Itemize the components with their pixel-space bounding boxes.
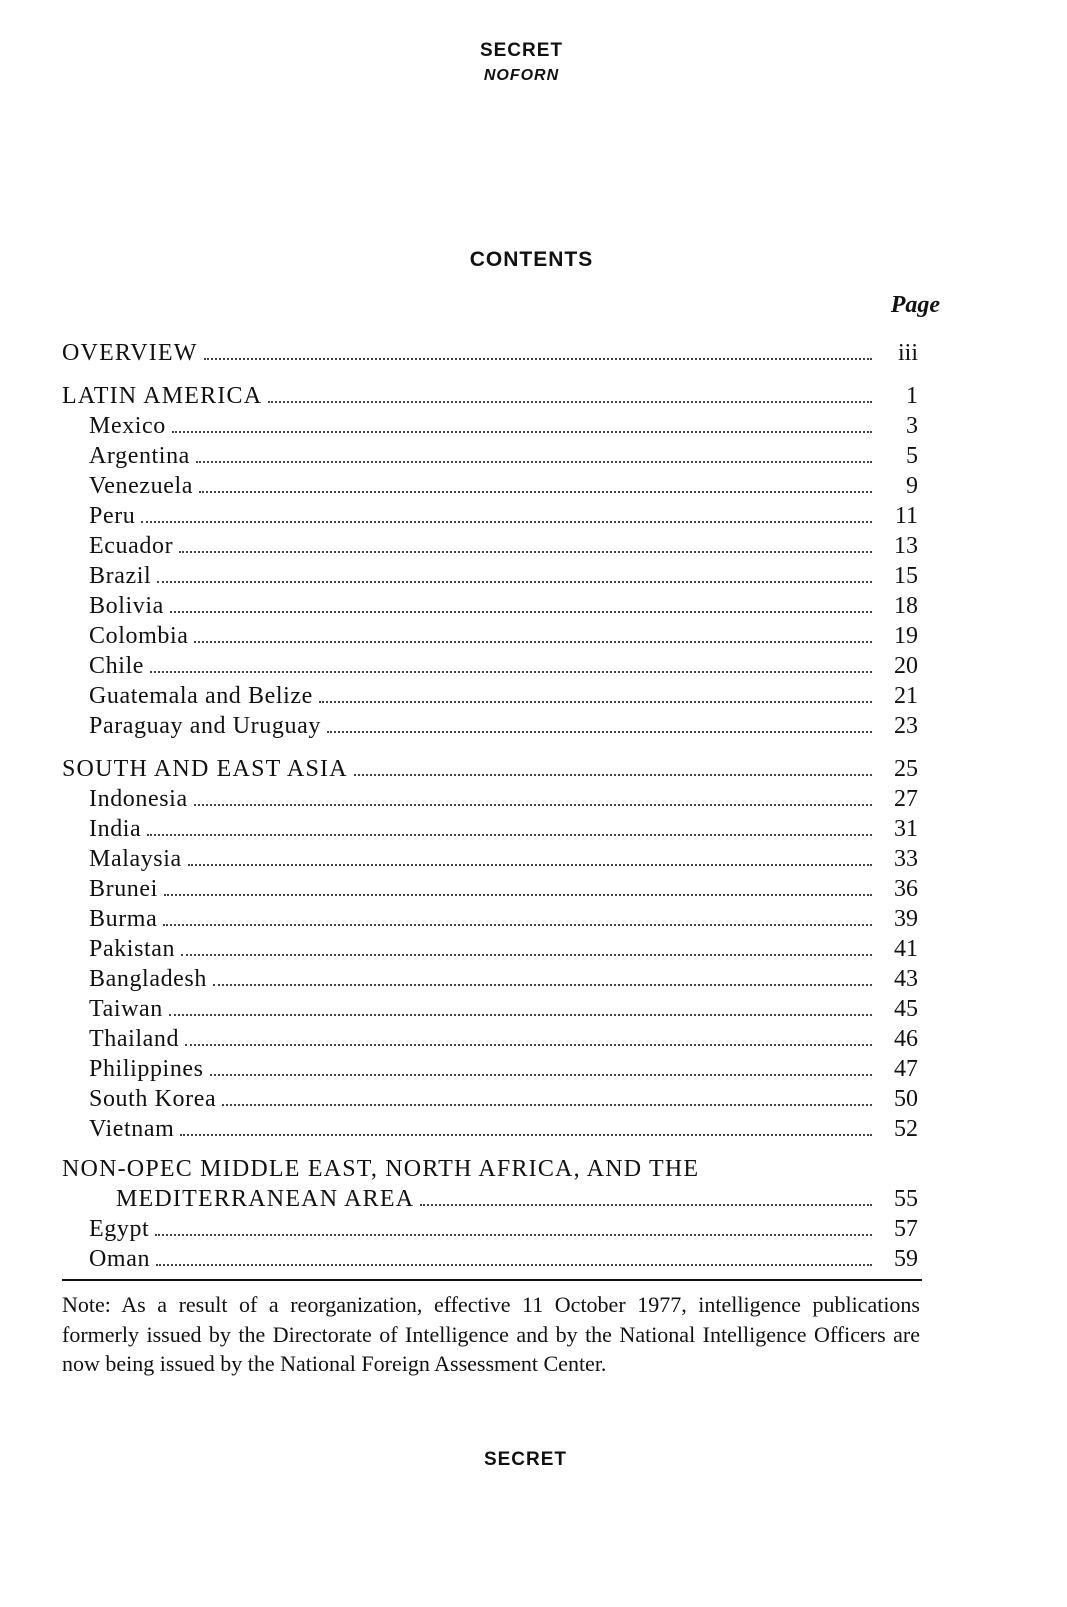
toc-entry-page: 5 [906,443,918,469]
toc-entry-label: South Korea [89,1086,217,1112]
dot-leader [150,671,872,673]
toc-entry [0,1116,1067,1146]
toc-entry [0,1026,1067,1056]
dot-leader [222,1104,872,1106]
toc-entry-label: OVERVIEW [62,340,198,366]
toc-entry-page: 1 [906,383,918,409]
toc-entry-label: Burma [89,906,158,932]
page-column-label: Page [890,292,940,318]
toc-entry-page: 21 [894,683,918,709]
toc-entry-label: Brunei [89,876,158,902]
toc-entry-label: Brazil [89,563,152,589]
toc-entry [0,1086,1067,1116]
toc-entry-label: Ecuador [89,533,174,559]
toc-entry-page: 3 [906,413,918,439]
dot-leader [180,1134,872,1136]
toc-entry-label: Thailand [89,1026,180,1052]
toc-entry [0,413,1067,443]
toc-entry [0,533,1067,563]
toc-entry-page: 11 [894,503,918,529]
toc-entry [0,563,1067,593]
toc-entry-label: Vietnam [89,1116,175,1142]
toc-entry [0,593,1067,623]
toc-entry-page: 15 [894,563,918,589]
note-text: Note: As a result of a reorganization, effective 11 October 1977, intelligence publications formerly issued by the Directorate of Intelligence and by the National Intelligence Officers are now being issued by the National Foreign Assessment Center. [62,1292,920,1376]
dot-leader [194,641,872,643]
dot-leader [179,551,872,553]
toc-entry-label: Colombia [89,623,189,649]
toc-entry-page: 23 [894,713,918,739]
toc-entry-label: Philippines [89,1056,204,1082]
toc-entry-page: 18 [894,593,918,619]
dot-leader [181,954,872,956]
toc-entry-page: 41 [894,936,918,962]
toc-entry-label: LATIN AMERICA [62,383,263,409]
dot-leader [164,894,872,896]
toc-entry-label: Paraguay and Uruguay [89,713,321,739]
toc-entry [0,653,1067,683]
toc-entry [0,876,1067,906]
toc-entry-label: Venezuela [89,473,194,499]
toc-entry [0,383,1067,413]
dot-leader [420,1204,872,1206]
toc-entry-label: Peru [89,503,136,529]
toc-entry [0,756,1067,786]
toc-entry [0,816,1067,846]
toc-entry-label: Bangladesh [89,966,207,992]
toc-entry [0,503,1067,533]
toc-entry-page: 52 [894,1116,918,1142]
toc-entry-label: Egypt [89,1216,150,1242]
toc-entry-page: 31 [894,816,918,842]
toc-entry-label: India [89,816,142,842]
toc-entry-page: 13 [894,533,918,559]
toc-entry-page: 36 [894,876,918,902]
toc-entry-page: 46 [894,1026,918,1052]
dot-leader [141,521,872,523]
dot-leader [169,1014,872,1016]
toc-entry-label: Chile [89,653,144,679]
dot-leader [172,431,872,433]
page-title: CONTENTS [469,248,594,271]
toc-entry [0,936,1067,966]
dot-leader [354,774,872,776]
toc-entry [0,473,1067,503]
toc-entry-label: Argentina [89,443,190,469]
dot-leader [170,611,872,613]
toc-entry-page: 19 [894,623,918,649]
toc-entry-page: 50 [894,1086,918,1112]
header-classification: SECRET [479,40,564,61]
toc-entry-page: 27 [894,786,918,812]
dot-leader [199,491,872,493]
dot-leader [156,1264,872,1266]
toc-entry-label: Oman [89,1246,151,1272]
dot-leader [147,834,872,836]
toc-entry [0,966,1067,996]
toc-entry [0,1156,1067,1216]
toc-entry-label: Guatemala and Belize [89,683,313,709]
dot-leader [157,581,872,583]
divider [62,1279,922,1281]
dot-leader [163,924,872,926]
toc-entry-page: 43 [894,966,918,992]
toc-entry-label: Mexico [89,413,166,439]
toc-entry-page: 25 [894,756,918,782]
dot-leader [155,1234,872,1236]
dot-leader [213,984,872,986]
toc-entry-label: SOUTH AND EAST ASIA [62,756,348,782]
toc-entry-page: 33 [894,846,918,872]
toc-entry-label: MEDITERRANEAN AREA [116,1186,415,1212]
dot-leader [194,804,872,806]
toc-entry-label: Malaysia [89,846,182,872]
toc-entry-label: Pakistan [89,936,176,962]
dot-leader [196,461,872,463]
toc-entry-page: 55 [894,1186,918,1212]
toc-entry-page: 20 [894,653,918,679]
toc-entry-label: Indonesia [89,786,188,812]
dot-leader [327,731,872,733]
dot-leader [210,1074,872,1076]
toc-entry-label-first-line: NON-OPEC MIDDLE EAST, NORTH AFRICA, AND THE [62,1156,700,1182]
toc-entry-page: 47 [894,1056,918,1082]
toc-entry [0,996,1067,1026]
toc-entry-page: iii [897,340,918,366]
toc-entry [0,846,1067,876]
toc-entry [0,623,1067,653]
dot-leader [268,401,872,403]
header-caveat: NOFORN [483,67,560,84]
toc-entry [0,340,1067,370]
toc-entry [0,1056,1067,1086]
toc-entry [0,1216,1067,1246]
toc-entry [0,786,1067,816]
toc-entry [0,906,1067,936]
toc-entry-page: 39 [894,906,918,932]
dot-leader [188,864,872,866]
toc-entry-page: 9 [906,473,918,499]
toc-entry-label: Bolivia [89,593,164,619]
toc-entry [0,683,1067,713]
toc-entry [0,443,1067,473]
toc-entry [0,713,1067,743]
toc-entry-page: 45 [894,996,918,1022]
dot-leader [319,701,872,703]
dot-leader [204,358,872,360]
footer-classification: SECRET [483,1449,568,1470]
toc-entry-page: 57 [894,1216,918,1242]
toc-entry-page: 59 [894,1246,918,1272]
toc-entry [0,1246,1067,1276]
dot-leader [185,1044,872,1046]
toc-entry-label: Taiwan [89,996,163,1022]
